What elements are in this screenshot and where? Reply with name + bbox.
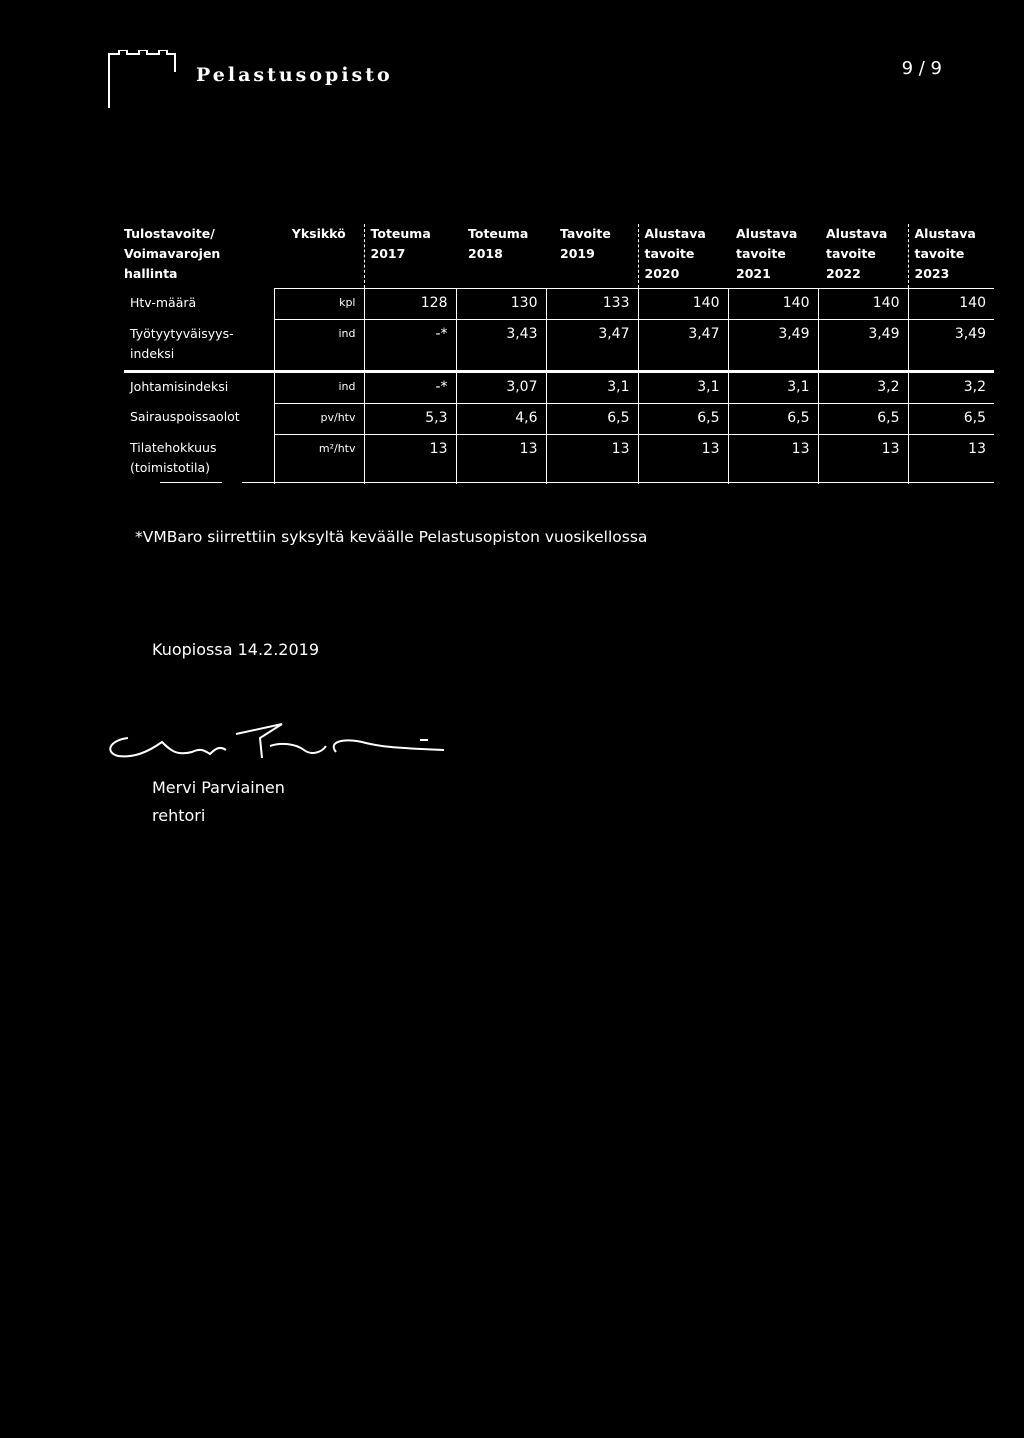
value-cell: 13	[818, 434, 908, 484]
value-cell: 128	[364, 289, 456, 320]
goals-table	[124, 224, 994, 484]
value-cell: -*	[364, 371, 456, 403]
unit-cell: pv/htv	[274, 403, 364, 434]
row-label: Työtyytyväisyys- indeksi	[130, 325, 234, 361]
row-label: Sairauspoissaolot	[130, 409, 240, 424]
org-name-logo: Pelastusopisto	[196, 64, 393, 86]
unit-cell: kpl	[274, 289, 364, 320]
table-row	[124, 289, 994, 320]
unit-cell: m²/htv	[274, 434, 364, 484]
unit-cell: ind	[274, 320, 364, 372]
table-row	[124, 371, 994, 403]
row-label: Johtamisindeksi	[124, 371, 274, 403]
row-label: Tilatehokkuus (toimistotila)	[130, 440, 217, 475]
value-cell: 5,3	[364, 403, 456, 434]
value-cell: 3,49	[728, 320, 818, 372]
table-row	[124, 403, 994, 434]
column-header: Tulostavoite/ Voimavarojen hallinta	[124, 226, 221, 281]
column-header: Toteuma 2018	[468, 226, 529, 261]
page-number: 9 / 9	[901, 58, 942, 79]
value-cell: 3,1	[638, 371, 728, 403]
value-cell: 13	[638, 434, 728, 484]
value-cell: 3,1	[546, 371, 638, 403]
column-header: Alustava tavoite 2023	[908, 224, 994, 289]
column-header: Yksikkö	[291, 226, 346, 241]
value-cell: 6,5	[638, 403, 728, 434]
signer-name: Mervi Parviainen	[152, 778, 285, 797]
value-cell: 3,2	[818, 371, 908, 403]
place-date: Kuopiossa 14.2.2019	[152, 640, 320, 659]
value-cell: 3,1	[728, 371, 818, 403]
value-cell: 6,5	[728, 403, 818, 434]
value-cell: 6,5	[908, 403, 994, 434]
value-cell: -*	[364, 320, 456, 372]
value-cell: 4,6	[456, 403, 546, 434]
table-bottom-rule	[242, 482, 994, 483]
table-row	[124, 320, 994, 372]
column-header: Alustava tavoite 2020	[638, 224, 728, 289]
signer-title: rehtori	[152, 806, 206, 825]
value-cell: 140	[638, 289, 728, 320]
castle-logo-icon	[107, 50, 177, 110]
value-cell: 13	[546, 434, 638, 484]
value-cell: 140	[728, 289, 818, 320]
column-header: Alustava tavoite 2022	[826, 226, 888, 281]
value-cell: 140	[818, 289, 908, 320]
value-cell: 3,07	[456, 371, 546, 403]
value-cell: 13	[364, 434, 456, 484]
value-cell: 3,43	[456, 320, 546, 372]
value-cell: 3,47	[546, 320, 638, 372]
value-cell: 3,2	[908, 371, 994, 403]
value-cell: 140	[908, 289, 994, 320]
handwritten-signature	[100, 712, 450, 782]
value-cell: 3,49	[908, 320, 994, 372]
footnote: *VMBaro siirrettiin syksyltä keväälle Pelastusopiston vuosikellossa	[135, 528, 648, 546]
value-cell: 13	[908, 434, 994, 484]
table-header-row	[124, 224, 994, 289]
value-cell: 133	[546, 289, 638, 320]
unit-cell: ind	[274, 371, 364, 403]
column-header: Tavoite 2019	[560, 226, 611, 261]
value-cell: 3,47	[638, 320, 728, 372]
value-cell: 13	[456, 434, 546, 484]
table-row	[124, 434, 994, 484]
value-cell: 130	[456, 289, 546, 320]
table-bottom-rule	[160, 482, 222, 483]
column-header: Toteuma 2017	[364, 224, 456, 289]
value-cell: 3,49	[818, 320, 908, 372]
value-cell: 13	[728, 434, 818, 484]
value-cell: 6,5	[546, 403, 638, 434]
row-label: Htv-määrä	[130, 294, 197, 310]
value-cell: 6,5	[818, 403, 908, 434]
column-header: Alustava tavoite 2021	[736, 226, 798, 281]
